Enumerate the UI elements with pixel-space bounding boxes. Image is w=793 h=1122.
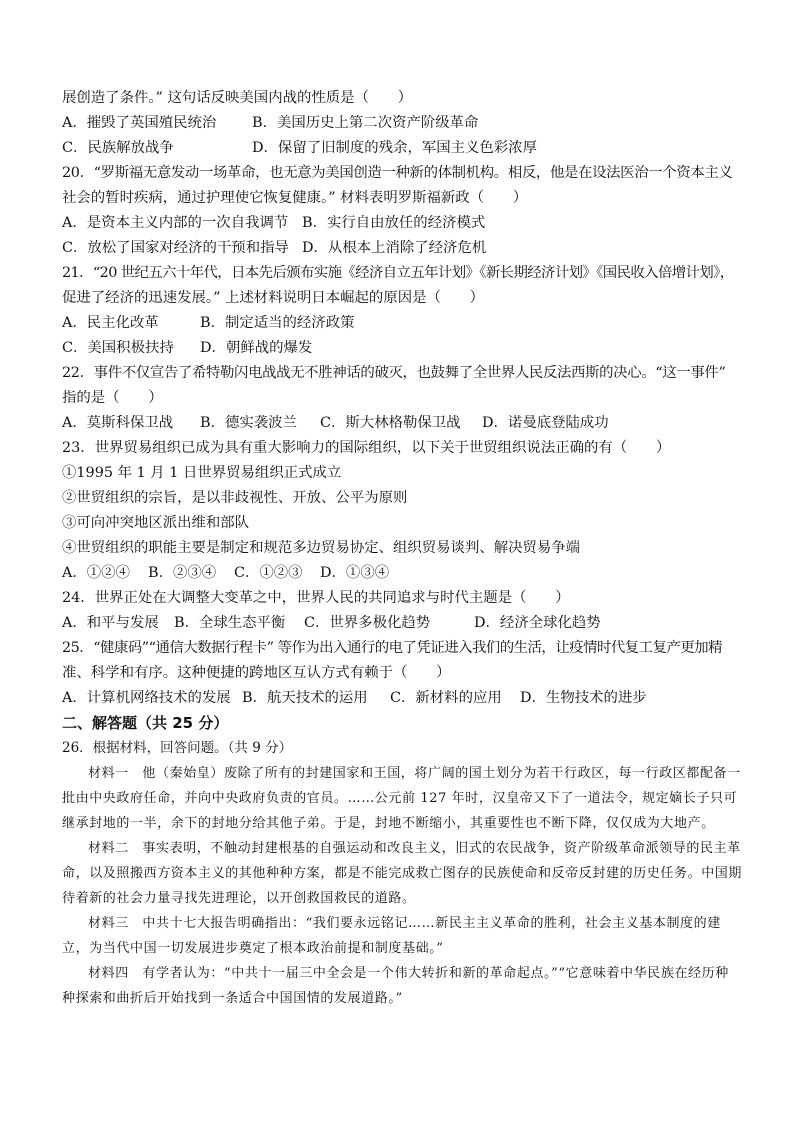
q22-stem-line-1: 22．事件不仅宣告了希特勒闪电战战无不胜神话的破灭，也鼓舞了全世界人民反法西斯的决心。“这一事件”: [62, 365, 726, 381]
option-a: A．摧毁了英国殖民统治: [62, 115, 217, 131]
option-b: B．航天技术的运用: [242, 690, 368, 706]
option-b: B．实行自由放任的经济模式: [302, 215, 486, 231]
q24-options: [62, 611, 742, 636]
q20-options-row-2: [62, 236, 742, 261]
q23-stem: 23．世界贸易组织已成为具有重大影响力的国际组织，以下关于世贸组织说法正确的有（ ）: [62, 440, 671, 456]
q25-options: [62, 686, 742, 711]
q26-stem: 26．根据材料，回答问题。（共 9 分）: [62, 740, 293, 756]
option-a: A．①②④: [62, 565, 130, 581]
q20-stem-line-1: 20．“罗斯福无意发动一场革命，也无意为美国创造一种新的体制机构。相反，他是在设法医治一个资本主义: [62, 165, 733, 181]
q21-options-row-2: [62, 336, 742, 361]
option-a: A．和平与发展: [62, 615, 159, 631]
q19-stem: 展创造了条件。” 这句话反映美国内战的性质是（ ）: [62, 90, 413, 106]
q23-options: [62, 561, 742, 586]
option-c: C．斯大林格勒保卫战: [320, 415, 461, 431]
q19-options-row-1: [62, 111, 742, 136]
option-b: B．德实袭波兰: [200, 415, 297, 431]
q26-material-4: 材料四 有学者认为：“中共十一届三中全会是一个伟大转折和新的革命起点。”“它意味着中华民族在经历种种探索和曲折后开始找到一条适合中国国情的发展道路。”: [62, 966, 729, 1006]
option-d: D．朝鲜战的爆发: [200, 340, 313, 356]
q21-stem-line-2: 促进了经济的迅速发展。” 上述材料说明日本崛起的原因是（ ）: [62, 290, 485, 306]
q24-stem: 24．世界正处在大调整大变革之中，世界人民的共同追求与时代主题是（ ）: [62, 590, 570, 606]
option-d: D．保留了旧制度的残余，军国主义色彩浓厚: [252, 140, 537, 156]
q21-options-row-1: [62, 311, 742, 336]
option-c: C．美国积极扶持: [62, 340, 174, 356]
option-d: D．从根本上消除了经济危机: [302, 240, 487, 256]
q20-options-row-1: [62, 211, 742, 236]
option-a: A．是资本主义内部的一次自我调节: [62, 215, 289, 231]
q23-item-4: ④世贸组织的职能主要是制定和规范多边贸易协定、组织贸易谈判、解决贸易争端: [62, 540, 581, 556]
q26-material-2: 材料二 事实表明，不触动封建根基的自强运动和改良主义，旧式的农民战争，资产阶级革命派领导的民主革命，以及照搬西方资本主义的其他种种方案，都是不能完成救亡图存的民族使命和反帝反封建的历史任务。中国期待着新的社会力量寻找先进理论，以开创救国救民的道路。: [62, 841, 743, 906]
option-a: A．计算机网络技术的发展: [62, 690, 231, 706]
option-b: B．制定适当的经济政策: [200, 315, 355, 331]
option-d: D．①③④: [320, 565, 390, 581]
q20-stem-line-2: 社会的暂时疾病，通过护理使它恢复健康。” 材料表明罗斯福新政（ ）: [62, 190, 528, 206]
option-d: D．诺曼底登陆成功: [482, 415, 609, 431]
option-c: C．①②③: [234, 565, 303, 581]
q23-item-3: ③可向冲突地区派出维和部队: [62, 515, 250, 531]
option-c: C．新材料的应用: [390, 690, 502, 706]
q26-material-1: 材料一 他（秦始皇）废除了所有的封建国家和王国，将广阔的国土划分为若干行政区，每一行政区都配备一批由中央政府任命，并向中央政府负责的官员。……公元前 127 年时，汉皇帝又下了一道法令，规定嫡长子只可继承封地的一半，余下的封地分给其他子弟。于是，封地不断缩小，其重要性也不断下降，仅仅成为大地产。: [62, 766, 741, 831]
option-a: A．莫斯科保卫战: [62, 415, 174, 431]
option-b: B．全球生态平衡: [174, 615, 286, 631]
q19-options-row-2: [62, 136, 742, 161]
q23-item-2: ②世贸组织的宗旨，是以非歧视性、开放、公平为原则: [62, 490, 408, 506]
q25-stem-line-1: 25．“健康码”“通信大数据行程卡” 等作为出入通行的电了凭证进入我们的生活，让疫情时代复工复产更加精: [62, 640, 723, 656]
option-d: D．经济全球化趋势: [474, 615, 601, 631]
q21-stem-line-1: 21．“20 世纪五六十年代，日本先后颁布实施《经济自立五年计划》《新长期经济计划》《国民收入倍增计划》，: [62, 265, 734, 281]
q26-material-3: 材料三 中共十七大报告明确指出：“我们要永远铭记……新民主主义革命的胜利，社会主义基本制度的建立，为当代中国一切发展进步奠定了根本政治前提和制度基础。”: [62, 916, 721, 956]
option-b: B．②③④: [148, 565, 217, 581]
q25-stem-line-2: 准、科学和有序。这种便捷的跨地区互认方式有赖于（ ）: [62, 665, 451, 681]
option-c: C．民族解放战争: [62, 140, 174, 156]
option-c: C．放松了国家对经济的干预和指导: [62, 240, 289, 256]
option-a: A．民主化改革: [62, 315, 159, 331]
exam-page: [62, 86, 742, 1011]
section-title: 二、解答题（共 25 分）: [62, 714, 229, 732]
option-d: D．生物技术的进步: [520, 690, 647, 706]
q22-options: [62, 411, 742, 436]
option-c: C．世界多极化趋势: [304, 615, 431, 631]
q23-item-1: ①1995 年 1 月 1 日世界贸易组织正式成立: [62, 465, 342, 481]
q22-stem-line-2: 指的是（ ）: [62, 390, 163, 406]
option-b: B．美国历史上第二次资产阶级革命: [252, 115, 479, 131]
